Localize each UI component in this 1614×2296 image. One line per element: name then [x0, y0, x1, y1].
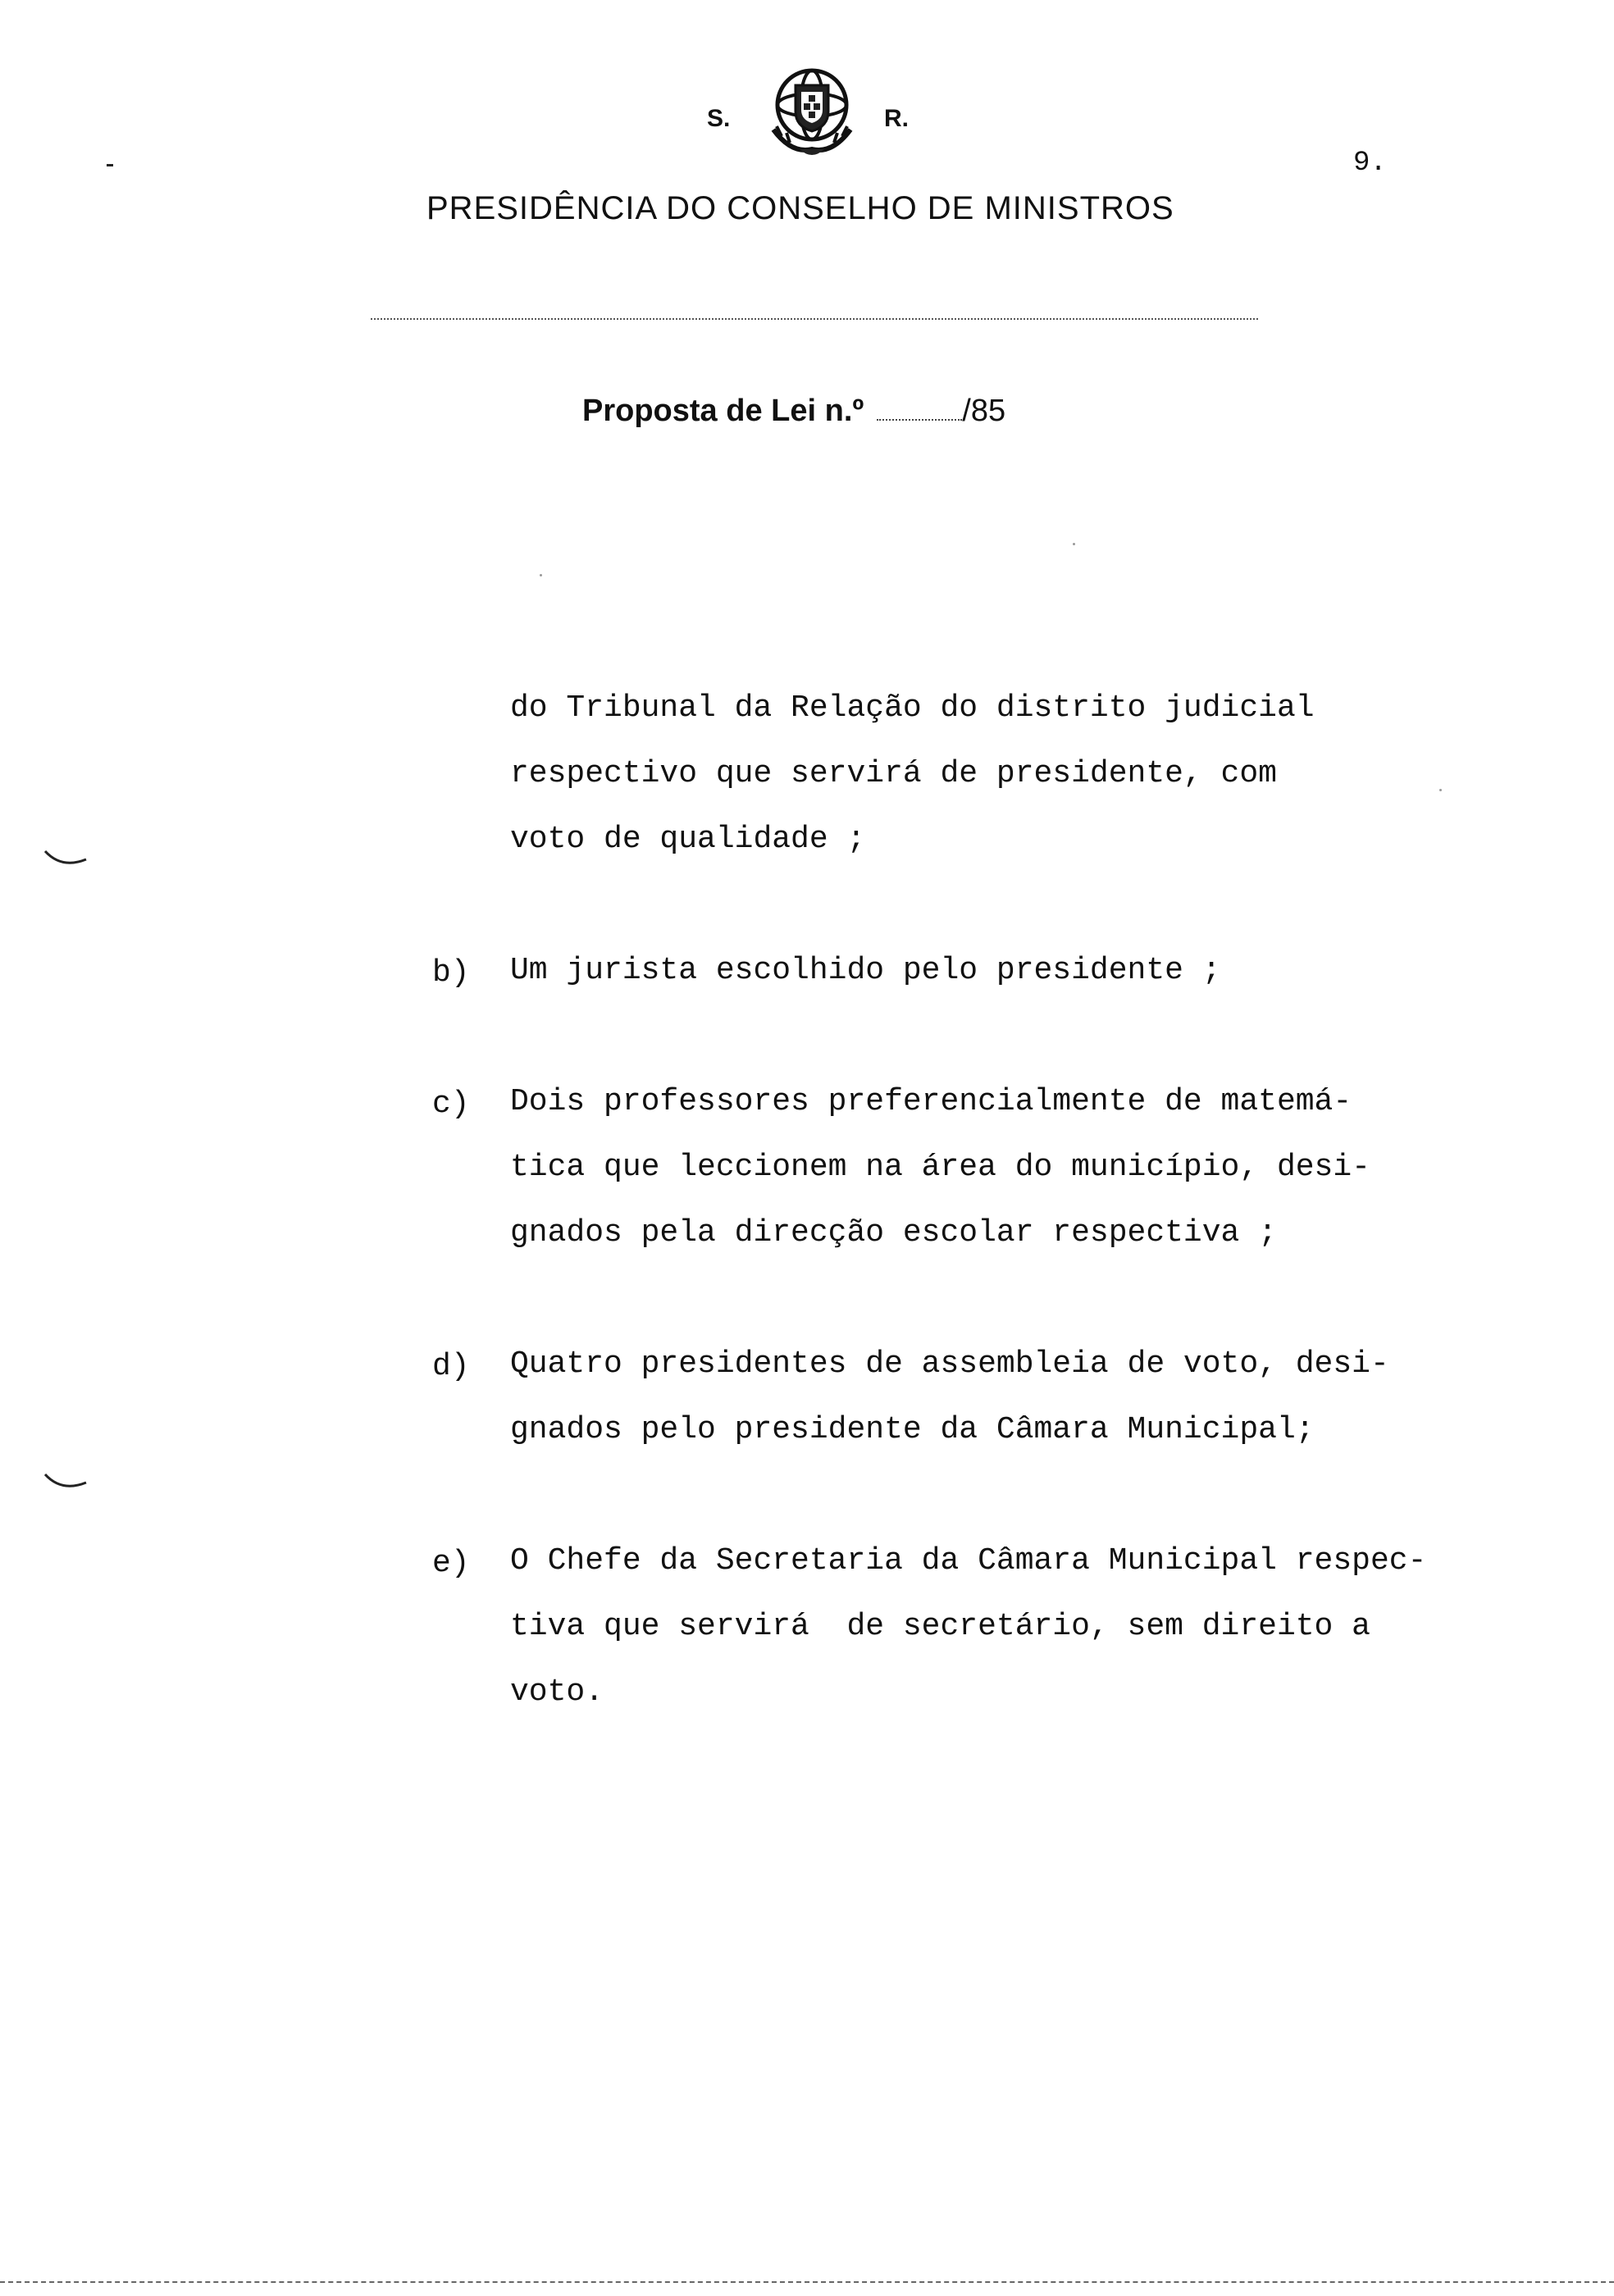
item-d-line: gnados pelo presidente da Câmara Municipal; — [510, 1412, 1315, 1447]
proposal-label: Proposta de Lei n.º — [582, 394, 864, 428]
scan-speck — [540, 574, 542, 576]
scan-mark — [107, 164, 113, 166]
dotted-divider — [371, 318, 1258, 320]
item-e-line: tiva que servirá de secretário, sem direito a — [510, 1609, 1370, 1644]
letterhead-r: R. — [884, 105, 909, 132]
item-b-line: Um jurista escolhido pelo presidente ; — [510, 953, 1221, 988]
letterhead — [697, 57, 927, 172]
item-c-line: Dois professores preferencialmente de matemá- — [510, 1084, 1352, 1119]
intro-line: voto de qualidade ; — [510, 822, 866, 857]
item-e-line: O Chefe da Secretaria da Câmara Municipal respec- — [510, 1543, 1427, 1578]
page-number: 9. — [1353, 148, 1387, 179]
proposal-number: /85 — [962, 394, 1006, 428]
coat-of-arms-icon — [759, 57, 865, 164]
office-title: PRESIDÊNCIA DO CONSELHO DE MINISTROS — [426, 190, 1174, 226]
punch-hole-mark — [41, 1468, 90, 1501]
item-letter-d: d) — [432, 1349, 470, 1384]
item-d-line: Quatro presidentes de assembleia de voto, desi- — [510, 1346, 1389, 1382]
letterhead-s: S. — [707, 105, 731, 132]
item-c-line: tica que leccionem na área do município, desi- — [510, 1150, 1370, 1185]
intro-line: respectivo que servirá de presidente, com — [510, 756, 1277, 791]
item-e-line: voto. — [510, 1674, 604, 1710]
proposal-blank-line — [877, 396, 962, 421]
punch-hole-mark — [41, 845, 90, 877]
item-letter-c: c) — [432, 1086, 470, 1122]
proposal-heading — [582, 394, 1005, 429]
scan-speck — [1439, 789, 1442, 791]
item-letter-e: e) — [432, 1546, 470, 1581]
page-bottom-edge — [0, 2281, 1614, 2283]
scan-speck — [1073, 543, 1075, 545]
item-letter-b: b) — [432, 955, 470, 991]
intro-line: do Tribunal da Relação do distrito judicial — [510, 690, 1315, 726]
item-c-line: gnados pela direcção escolar respectiva ; — [510, 1215, 1277, 1250]
